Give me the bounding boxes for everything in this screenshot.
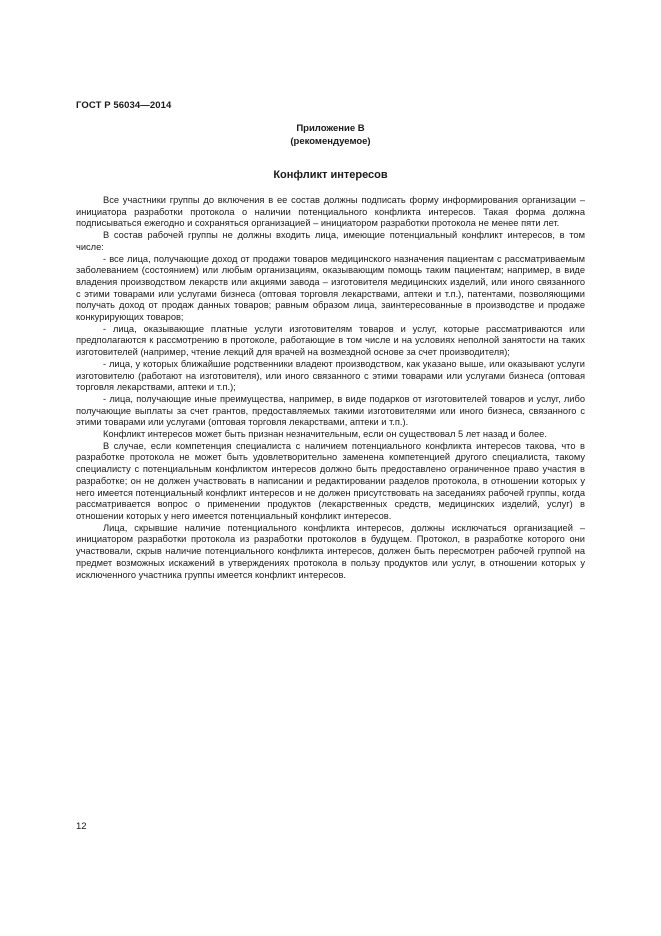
paragraph: Все участники группы до включения в ее состав должны подписать форму информирования организации – инициатора разработки протокола о наличии потенциального конфликта интересов. Такая форма должна подписываться ежегодно и сохраняться организацией – инициатором разработки протокола не менее пяти лет. [76,195,585,229]
list-item: - лица, у которых ближайшие родственники владеют производством, как указано выше, или оказывают услуги изготовителю (работают на изготовителя), или иного связанного с этими товарами или услугами бизнеса (оптовая торговля лекарствами, аптеки и т.п.); [76,358,585,393]
paragraph: В случае, если компетенция специалиста с наличием потенциального конфликта интересов такова, что в разработке протокола не может быть удовлетворительно заменена компетенцией другого специалиста, такому специалисту с потенциальным конфликтом интересов должно быть предоставлено ограниченное право участия в разработке; он не должен участвовать в написании и редактировании разделов протокола, в отношении которых у него имеется потенциальный конфликт интересов и не должен присутствовать на заседаниях рабочей группы, когда рассматривается вопрос о применении продуктов (лекарственных средств, медицинских изделий, услуг) в отношении которых у него имеется потенциальный конфликт интересов. [76,440,585,521]
section-title: Конфликт интересов [273,169,388,181]
paragraph: Конфликт интересов может быть признан незначительным, если он существовал 5 лет назад и более. [103,429,547,440]
list-item: - лица, получающие иные преимущества, например, в виде подарков от изготовителей товаров и услуг, либо получающие выплаты за счет грантов, предоставляемых такими изготовителями или иного бизнеса, связанного с этими товарами или услугами (оптовая торговля лекарствами, аптеки и т.п.). [76,393,585,428]
page-number: 12 [76,821,87,832]
annex-type: (рекомендуемое) [290,136,371,147]
paragraph: В состав рабочей группы не должны входить лица, имеющие потенциальный конфликт интересов, в том числе: [76,230,585,252]
annex-label: Приложение В [296,123,365,134]
list-item: - лица, оказывающие платные услуги изготовителям товаров и услуг, которые рассматриваются или предполагаются к рассмотрению в протоколе, работающие в том числе и на условиях неполной занятости на таких изготовителей (например, чтение лекций для врачей на возмездной основе за счет производителя); [76,323,585,358]
annex-heading [76,122,585,148]
paragraph: Лица, скрывшие наличие потенциального конфликта интересов, должны исключаться организацией – инициатором разработки протокола из разработки протоколов в будущем. Протокол, в разработке которого они участвовали, скрыв наличие потенциального конфликта интересов, должен быть пересмотрен рабочей группой на предмет возможных искажений в утверждениях протокола в пользу продуктов или услуг, в отношении которых у исключенного участника группы имеется конфликт интересов. [76,522,585,580]
document-header: ГОСТ Р 56034—2014 [76,100,172,111]
document-body [76,195,585,581]
list-item: - все лица, получающие доход от продажи товаров медицинского назначения пациентам с рассматриваемым заболеванием (состоянием) или любым организациям, оказывающим помощь таким пациентам; например, в виде владения производством лекарств или акциями завода – изготовителя медицинских изделий, или иного связанного с этими товарами или услугами бизнеса (оптовая торговля лекарствами, аптеки и т.п.), патентами, позволяющими получать доход от продаж данных товаров; равным образом лица, заинтересованные в производстве и продаже конкурирующих товаров; [76,253,585,323]
